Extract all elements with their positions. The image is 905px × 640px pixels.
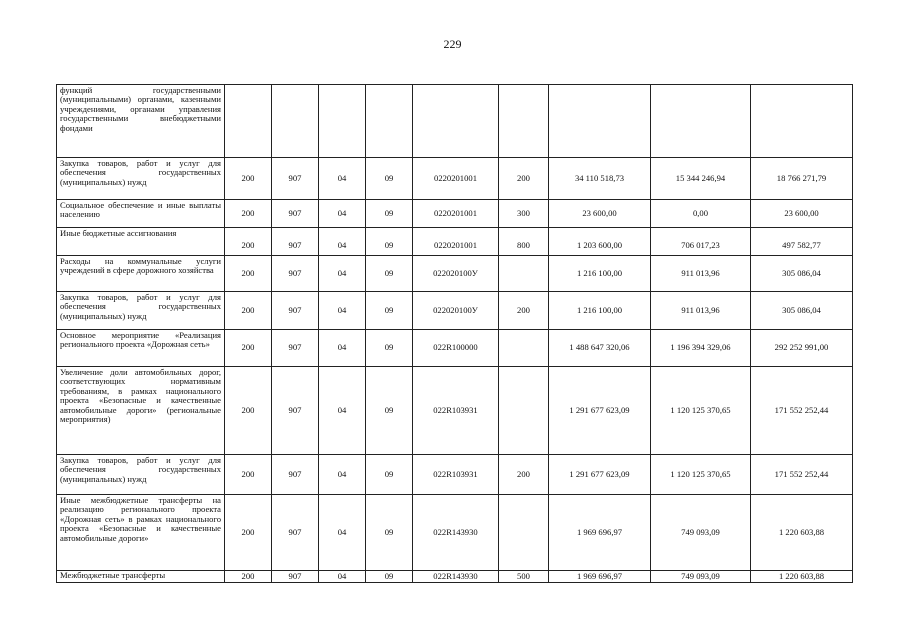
cell-subsection: 09 bbox=[366, 455, 413, 495]
cell-section: 04 bbox=[319, 256, 366, 292]
cell-amount-1: 1 291 677 623,09 bbox=[549, 367, 651, 455]
cell-expense-type: 200 bbox=[499, 455, 549, 495]
cell-amount-1: 1 969 696,97 bbox=[549, 571, 651, 583]
row-name: Иные бюджетные ассигнования bbox=[57, 228, 225, 256]
cell-amount-2: 0,00 bbox=[651, 200, 751, 228]
cell-amount-1: 1 203 600,00 bbox=[549, 228, 651, 256]
table-row bbox=[57, 292, 853, 330]
cell-ministry-code: 907 bbox=[272, 158, 319, 200]
row-name: Закупка товаров, работ и услуг для обеспечения государственных (муниципальных) нужд bbox=[57, 158, 225, 200]
cell-target-article: 022R103931 bbox=[413, 367, 499, 455]
cell-section-code: 200 bbox=[225, 158, 272, 200]
cell-amount-1: 23 600,00 bbox=[549, 200, 651, 228]
cell-amount-1: 1 216 100,00 bbox=[549, 256, 651, 292]
cell-subsection: 09 bbox=[366, 495, 413, 571]
cell-ministry-code: 907 bbox=[272, 200, 319, 228]
cell-target-article: 0220201001 bbox=[413, 158, 499, 200]
cell-amount-2: 749 093,09 bbox=[651, 571, 751, 583]
cell-amount-2: 1 120 125 370,65 bbox=[651, 455, 751, 495]
cell-ministry-code: 907 bbox=[272, 367, 319, 455]
cell-section-code: 200 bbox=[225, 228, 272, 256]
cell-section: 04 bbox=[319, 200, 366, 228]
cell-amount-2: 911 013,96 bbox=[651, 292, 751, 330]
cell-target-article: 0220201001 bbox=[413, 228, 499, 256]
row-name: Межбюджетные трансферты bbox=[57, 571, 225, 583]
row-name: Основное мероприятие «Реализация регионального проекта «Дорожная сеть» bbox=[57, 330, 225, 367]
budget-table bbox=[56, 84, 853, 583]
cell-ministry-code: 907 bbox=[272, 256, 319, 292]
cell-target-article: 022R100000 bbox=[413, 330, 499, 367]
cell-ministry-code: 907 bbox=[272, 330, 319, 367]
cell-expense-type: 200 bbox=[499, 158, 549, 200]
cell-ministry-code: 907 bbox=[272, 228, 319, 256]
cell-subsection: 09 bbox=[366, 228, 413, 256]
cell-amount-1: 1 291 677 623,09 bbox=[549, 455, 651, 495]
cell-section bbox=[319, 85, 366, 158]
cell-expense-type: 800 bbox=[499, 228, 549, 256]
cell-expense-type bbox=[499, 256, 549, 292]
cell-expense-type: 300 bbox=[499, 200, 549, 228]
cell-amount-3: 305 086,04 bbox=[751, 292, 853, 330]
cell-amount-1 bbox=[549, 85, 651, 158]
row-name: Закупка товаров, работ и услуг для обеспечения государственных (муниципальных) нужд bbox=[57, 292, 225, 330]
cell-expense-type: 500 bbox=[499, 571, 549, 583]
row-name: Расходы на коммунальные услуги учреждений в сфере дорожного хозяйства bbox=[57, 256, 225, 292]
cell-amount-1: 34 110 518,73 bbox=[549, 158, 651, 200]
cell-target-article: 022R143930 bbox=[413, 571, 499, 583]
cell-section: 04 bbox=[319, 158, 366, 200]
cell-amount-3: 23 600,00 bbox=[751, 200, 853, 228]
cell-section-code: 200 bbox=[225, 200, 272, 228]
row-name: функций государственными (муниципальными) органами, казенными учреждениями, органами управления государственными внебюджетными фондами bbox=[57, 85, 225, 158]
cell-amount-2: 1 196 394 329,06 bbox=[651, 330, 751, 367]
cell-section-code: 200 bbox=[225, 367, 272, 455]
cell-ministry-code: 907 bbox=[272, 495, 319, 571]
cell-subsection: 09 bbox=[366, 158, 413, 200]
cell-section-code: 200 bbox=[225, 571, 272, 583]
cell-section: 04 bbox=[319, 330, 366, 367]
table-row bbox=[57, 330, 853, 367]
cell-section-code: 200 bbox=[225, 330, 272, 367]
table-row bbox=[57, 85, 853, 158]
page-number: 229 bbox=[443, 37, 462, 51]
cell-subsection: 09 bbox=[366, 367, 413, 455]
cell-section: 04 bbox=[319, 292, 366, 330]
cell-target-article: 022020100У bbox=[413, 256, 499, 292]
cell-amount-2: 911 013,96 bbox=[651, 256, 751, 292]
cell-subsection bbox=[366, 85, 413, 158]
cell-amount-3: 1 220 603,88 bbox=[751, 495, 853, 571]
cell-amount-3: 18 766 271,79 bbox=[751, 158, 853, 200]
table-row bbox=[57, 367, 853, 455]
cell-expense-type bbox=[499, 330, 549, 367]
table-row bbox=[57, 495, 853, 571]
cell-ministry-code: 907 bbox=[272, 571, 319, 583]
cell-subsection: 09 bbox=[366, 256, 413, 292]
cell-target-article bbox=[413, 85, 499, 158]
cell-section-code: 200 bbox=[225, 256, 272, 292]
cell-section: 04 bbox=[319, 367, 366, 455]
cell-section: 04 bbox=[319, 455, 366, 495]
row-name: Социальное обеспечение и иные выплаты населению bbox=[57, 200, 225, 228]
cell-subsection: 09 bbox=[366, 330, 413, 367]
row-name: Закупка товаров, работ и услуг для обеспечения государственных (муниципальных) нужд bbox=[57, 455, 225, 495]
cell-target-article: 022R143930 bbox=[413, 495, 499, 571]
cell-amount-2 bbox=[651, 85, 751, 158]
cell-amount-2: 1 120 125 370,65 bbox=[651, 367, 751, 455]
cell-section-code bbox=[225, 85, 272, 158]
cell-subsection: 09 bbox=[366, 292, 413, 330]
cell-subsection: 09 bbox=[366, 200, 413, 228]
table-row bbox=[57, 571, 853, 583]
budget-table-body bbox=[57, 85, 853, 583]
table-row bbox=[57, 228, 853, 256]
table-row bbox=[57, 158, 853, 200]
row-name: Увеличение доли автомобильных дорог, соответствующих нормативным требованиям, в рамках национального проекта «Безопасные и качественные автомобильные дороги» (региональные мероприятия) bbox=[57, 367, 225, 455]
cell-section: 04 bbox=[319, 571, 366, 583]
cell-expense-type bbox=[499, 85, 549, 158]
cell-section: 04 bbox=[319, 495, 366, 571]
cell-subsection: 09 bbox=[366, 571, 413, 583]
cell-amount-2: 15 344 246,94 bbox=[651, 158, 751, 200]
cell-ministry-code: 907 bbox=[272, 455, 319, 495]
cell-ministry-code: 907 bbox=[272, 292, 319, 330]
row-name: Иные межбюджетные трансферты на реализацию регионального проекта «Дорожная сеть» в рамках национального проекта «Безопасные и качественные автомобильные дороги» bbox=[57, 495, 225, 571]
table-row bbox=[57, 200, 853, 228]
table-row bbox=[57, 256, 853, 292]
cell-amount-1: 1 216 100,00 bbox=[549, 292, 651, 330]
cell-amount-3: 171 552 252,44 bbox=[751, 367, 853, 455]
cell-ministry-code bbox=[272, 85, 319, 158]
cell-amount-3 bbox=[751, 85, 853, 158]
cell-target-article: 022R103931 bbox=[413, 455, 499, 495]
cell-section-code: 200 bbox=[225, 455, 272, 495]
cell-amount-3: 1 220 603,88 bbox=[751, 571, 853, 583]
cell-amount-3: 305 086,04 bbox=[751, 256, 853, 292]
cell-target-article: 0220201001 bbox=[413, 200, 499, 228]
cell-expense-type bbox=[499, 367, 549, 455]
cell-amount-3: 292 252 991,00 bbox=[751, 330, 853, 367]
cell-amount-1: 1 969 696,97 bbox=[549, 495, 651, 571]
cell-section-code: 200 bbox=[225, 292, 272, 330]
cell-section-code: 200 bbox=[225, 495, 272, 571]
cell-amount-3: 171 552 252,44 bbox=[751, 455, 853, 495]
cell-expense-type: 200 bbox=[499, 292, 549, 330]
cell-amount-3: 497 582,77 bbox=[751, 228, 853, 256]
cell-amount-1: 1 488 647 320,06 bbox=[549, 330, 651, 367]
cell-amount-2: 749 093,09 bbox=[651, 495, 751, 571]
cell-target-article: 022020100У bbox=[413, 292, 499, 330]
table-row bbox=[57, 455, 853, 495]
cell-expense-type bbox=[499, 495, 549, 571]
cell-section: 04 bbox=[319, 228, 366, 256]
cell-amount-2: 706 017,23 bbox=[651, 228, 751, 256]
